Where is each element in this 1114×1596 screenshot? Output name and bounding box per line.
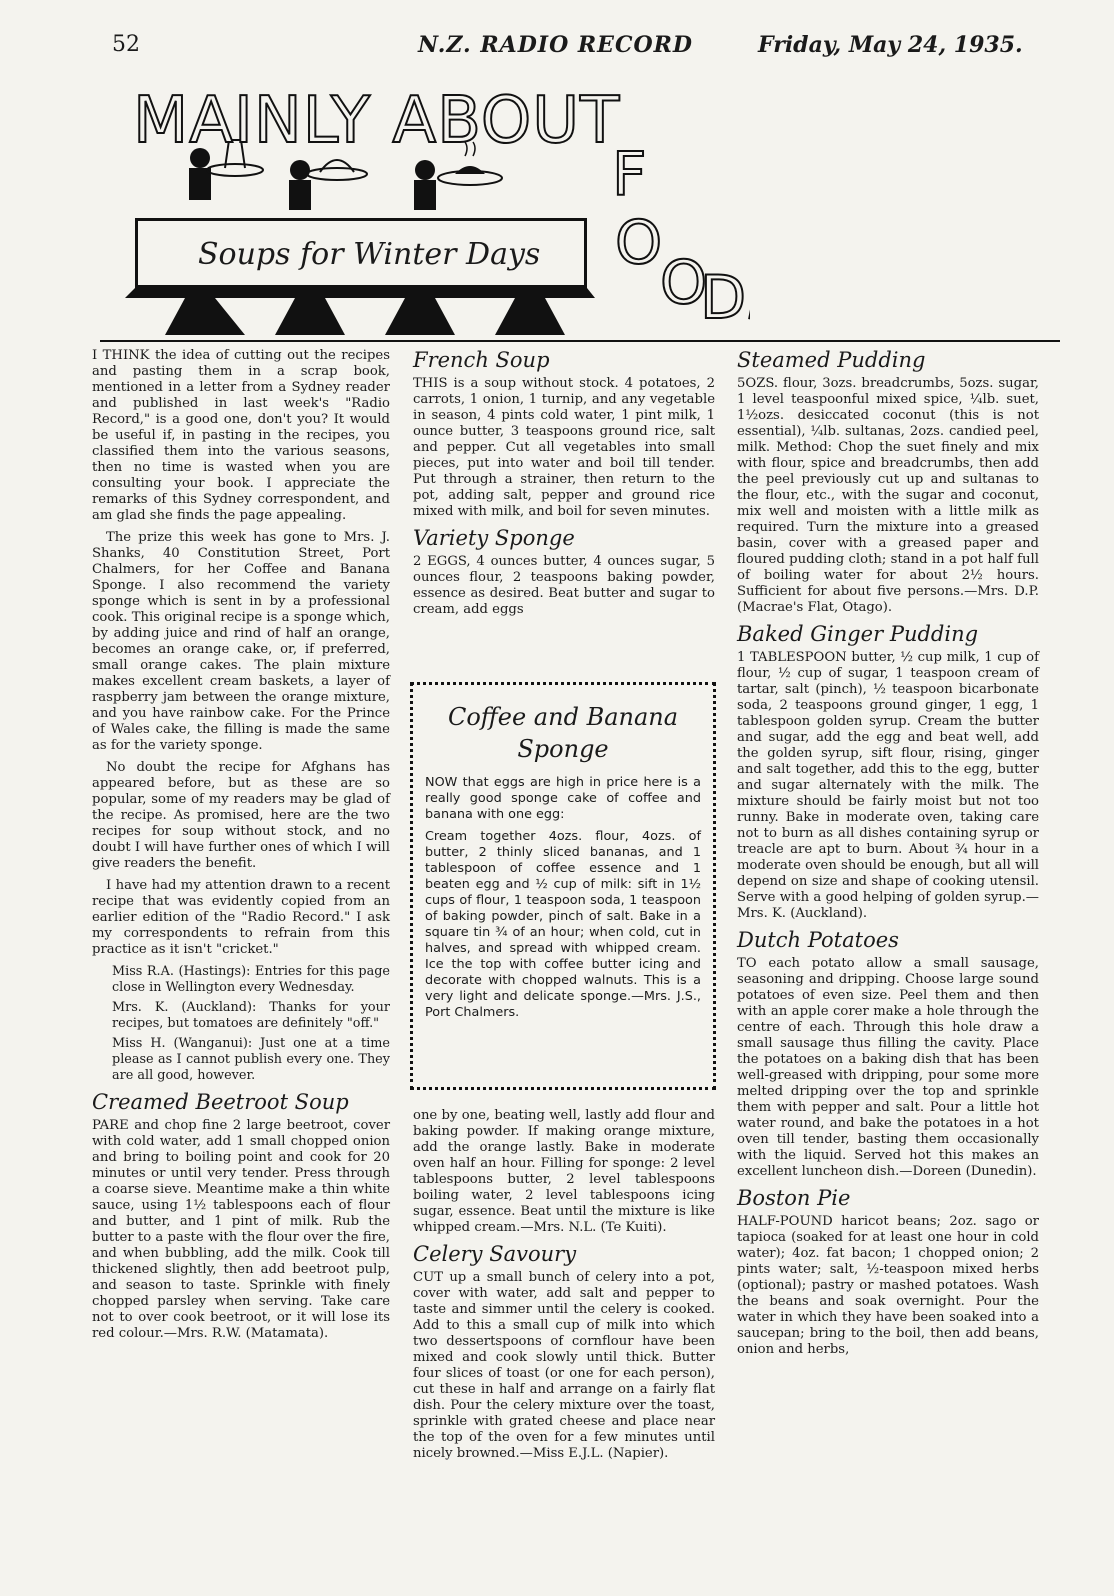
- recipe-body: CUT up a small bunch of celery into a pot, cover with water, add salt and pepper to taste and simmer until the celery is cooked. Add to this a small cup of milk into which two dessertspoons of cornflour have been mixed and cook slowly until thick. Butter four slices of toast (or one for each person), cut these in half and arrange on a fairly flat dish. Pour the celery mixture over the toast, sprinkle with grated cheese and place near the top of the oven for a few minutes until nicely browned.—Miss E.J.L. (Napier).: [413, 1270, 715, 1461]
- recipe-title: Boston Pie: [737, 1186, 851, 1210]
- recipe-title: Celery Savoury: [413, 1242, 577, 1266]
- recipe-title: Creamed Beetroot Soup: [92, 1090, 349, 1114]
- column-left: [92, 348, 390, 1348]
- page-header: [0, 32, 1114, 62]
- subtitle-box: [135, 218, 587, 288]
- recipe-title: Dutch Potatoes: [737, 928, 899, 952]
- column-right: [737, 348, 1039, 1364]
- recipe-title: Variety Sponge: [413, 526, 575, 550]
- recipe-body: TO each potato allow a small sausage, seasoning and dripping. Choose large sound potatoes of even size. Peel them and then with an apple corer make a hole through the centre of each. Through this hole draw a small sausage thus filling the cavity. Place the potatoes on a baking dish that has been well-greased with dripping, pour some more melted dripping over the top and sprinkle them with pepper and salt. Pour a little hot water round, and bake the potatoes in a hot oven till tender, basting them occasionally with the liquid. Served hot this makes an excellent luncheon dish.—Doreen (Dunedin).: [737, 956, 1039, 1179]
- prize-recipe-intro: NOW that eggs are high in price here is a really good sponge cake of coffee and banana with one egg:: [425, 775, 701, 822]
- banner-rule: [100, 340, 1060, 342]
- banner-food-letter-o1: O: [615, 208, 663, 278]
- prize-recipe-title: Coffee and Banana Sponge: [447, 703, 679, 763]
- mainly-about-food-banner: [125, 70, 750, 335]
- banner-food-letter-d: D: [700, 263, 747, 333]
- issue-date: Friday, May 24, 1935.: [758, 32, 1023, 58]
- recipe-body: HALF-POUND haricot beans; 2oz. sago or tapioca (soaked for at least one hour in cold water); 4oz. fat bacon; 1 chopped onion; 2 pints water; salt, ½-teaspoon mixed herbs (optional); pastry or mashed potatoes. Wash the beans and soak overnight. Pour the water in which they have been soaked into a saucepan; bring to the boil, then add beans, onion and herbs,: [737, 1214, 1039, 1357]
- banner-food-letter-o2: O: [660, 248, 708, 318]
- recipe-body: THIS is a soup without stock. 4 potatoes, 2 carrots, 1 onion, 1 turnip, and any vegetable in season, 4 pints cold water, 1 pint milk, 1 ounce butter, 3 teaspoons ground rice, salt and pepper. Cut all vegetables into small pieces, put into water and boil till tender. Put through a strainer, then return to the pot, adding salt, pepper and ground rice mixed with milk, and boil for seven minutes.: [413, 376, 715, 519]
- banner-food-letter-f: F: [612, 140, 647, 210]
- intro-paragraph: I have had my attention drawn to a recent recipe that was evidently copied from an earlier edition of the "Radio Record." I ask my correspondents to refrain from this practice as it isn't "cricket.": [92, 878, 390, 957]
- column-middle: [413, 348, 715, 624]
- recipe-body-continued: one by one, beating well, lastly add flour and baking powder. If making orange mixture, add the orange lastly. Bake in moderate oven half an hour. Filling for sponge: 2 level tablespoons butter, 2 level tablespoons boiling water, 2 level tablespoons icing sugar, essence. Beat until the mixture is like whipped cream.—Mrs. N.L. (Te Kuiti).: [413, 1108, 715, 1235]
- recipe-title: Baked Ginger Pudding: [737, 622, 979, 646]
- recipe-body: 2 EGGS, 4 ounces butter, 4 ounces sugar, 5 ounces flour, 2 teaspoons baking powder, essence as desired. Beat butter and sugar to cream, add eggs: [413, 554, 715, 617]
- intro-paragraph: I THINK the idea of cutting out the recipes and pasting them in a scrap book, mentioned in a letter from a Sydney reader and published in last week's "Radio Record," is a good one, don't you? It would be useful if, in pasting in the recipes, you classified them into the various seasons, then no time is wasted when you are consulting your book. I appreciate the remarks of this Sydney correspondent, and am glad she finds the page appealing.: [92, 348, 390, 523]
- column-middle-lower: [413, 1108, 715, 1468]
- prize-recipe-box: [410, 682, 716, 1090]
- reader-note: Miss R.A. (Hastings): Entries for this page close in Wellington every Wednesday.: [112, 964, 390, 995]
- recipe-body: PARE and chop fine 2 large beetroot, cover with cold water, add 1 small chopped onion and bring to boiling point and cook for 20 minutes or until very tender. Press through a coarse sieve. Meantime make a thin white sauce, using 1½ tablespoons each of flour and butter, and 1 pint of milk. Rub the butter to a paste with the flour over the fire, and when bubbling, add the milk. Cook till thickened slightly, then add beetroot pulp, and season to taste. Sprinkle with finely chopped parsley when serving. Take care not to over cook beetroot, or it will lose its red colour.—Mrs. R.W. (Matamata).: [92, 1118, 390, 1341]
- reader-note: Mrs. K. (Auckland): Thanks for your recipes, but tomatoes are definitely "off.": [112, 1000, 390, 1031]
- intro-paragraph: The prize this week has gone to Mrs. J. Shanks, 40 Constitution Street, Port Chalmers, for her Coffee and Banana Sponge. I also recommend the variety sponge which is sent in by a professional cook. This original recipe is a sponge which, by adding juice and rind of half an orange, becomes an orange cake, or, if preferred, small orange cakes. The plain mixture makes excellent cream baskets, a layer of raspberry jam between the orange mixture, and you have rainbow cake. For the Prince of Wales cake, the filling is made the same as for the variety sponge.: [92, 530, 390, 753]
- page-number: 52: [112, 32, 140, 57]
- recipe-body: 1 TABLESPOON butter, ½ cup milk, 1 cup of flour, ½ cup of sugar, 1 teaspoon cream of tartar, salt (pinch), ½ teaspoon bicarbonate soda, 2 teaspoons ground ginger, 1 egg, 1 tablespoon golden syrup. Cream the butter and sugar, add the egg and beat well, add the golden syrup, sift flour, rising, ginger and salt together, add this to the egg, butter and sugar alternately with the milk. The mixture should be fairly moist but not too runny. Bake in moderate oven, taking care not to burn as all dishes containing syrup or treacle are apt to burn. About ¾ hour in a moderate oven should be enough, but all will depend on size and shape of cooking utensil. Serve with a good helping of golden syrup.—Mrs. K. (Auckland).: [737, 650, 1039, 921]
- recipe-title: French Soup: [413, 348, 550, 372]
- reader-note: Miss H. (Wanganui): Just one at a time please as I cannot publish every one. They are all good, however.: [112, 1036, 390, 1083]
- prize-recipe-body: Cream together 4ozs. flour, 4ozs. of butter, 2 thinly sliced bananas, and 1 tablespoon of coffee essence and 1 beaten egg and ½ cup of milk: sift in 1½ cups of flour, 1 teaspoon soda, 1 teaspoon of baking powder, pinch of salt. Bake in a square tin ¾ of an hour; when cold, cut in halves, and spread with whipped cream. Ice the top with coffee butter icing and decorate with chopped walnuts. This is a very light and delicate sponge.—Mrs. J.S., Port Chalmers.: [425, 829, 701, 1020]
- banner-title: MAINLY ABOUT: [133, 84, 621, 158]
- banner-subtitle: Soups for Winter Days: [198, 237, 541, 272]
- recipe-title: Steamed Pudding: [737, 348, 926, 372]
- publication-title: N.Z. RADIO RECORD: [418, 32, 693, 58]
- intro-paragraph: No doubt the recipe for Afghans has appeared before, but as these are so popular, some of my readers may be glad of the recipe. As promised, here are the two recipes for soup without stock, and no doubt I will have further ones of which I will give readers the benefit.: [92, 760, 390, 871]
- recipe-body: 5OZS. flour, 3ozs. breadcrumbs, 5ozs. sugar, 1 level teaspoonful mixed spice, ¼lb. suet, 1½ozs. desiccated coconut (this is not essential), ¼lb. sultanas, 2ozs. candied peel, milk. Method: Chop the suet finely and mix with flour, spice and breadcrumbs, then add the peel previously cut up and sultanas to the flour, etc., with the sugar and coconut, mix well and moisten with a little milk as required. Turn the mixture into a greased basin, cover with a greased paper and floured pudding cloth; stand in a pot half full of boiling water for about 2½ hours. Sufficient for about five persons.—Mrs. D.P. (Macrae's Flat, Otago).: [737, 376, 1039, 615]
